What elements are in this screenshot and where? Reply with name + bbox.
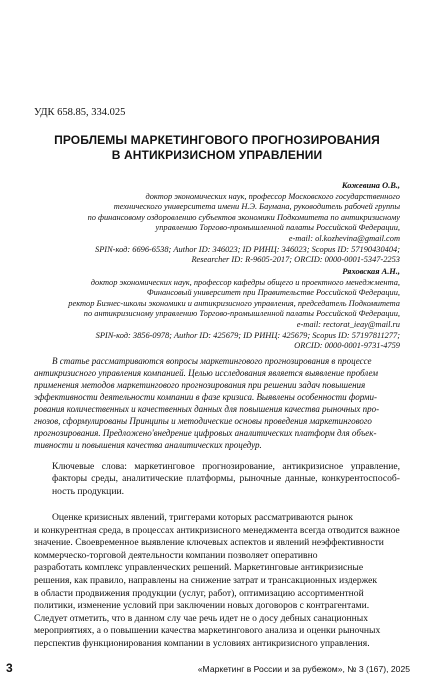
author-email: e-mail: rectorat_ieay@mail.ru [296,319,400,329]
author-info-line: Финансовый университет при Правительстве Российской Федерации, [146,288,400,298]
body-line: в области продвижения продукции (услуг, работ), оптимизацию ассортиментной [34,587,364,599]
keywords-text: Ключевые слова: маркетинговое прогнозирование, антикризисное управление, факторы среды, аналитические платформы, рыночные данные, конкурентоспособ-ность продукции. [52,461,400,497]
author-email: e-mail: ol.kozhevina@gmail.com [288,233,400,243]
author-ids: SPIN-код: 3856-0978; Author ID: 425679; ID РИНЦ: 425679; Scopus ID: 57197811277; [95,330,400,340]
body-line: Оценке кризисных явлений, триггерами которых рассматриваются рынок [52,512,353,523]
abstract-line: применения методов маркетингового прогнозирования при решении задач повышения [34,380,366,390]
abstract-line: гнозов, сформулированы Принципы и методические основы проведения маркетингового [34,416,372,426]
author-ids: Researcher ID: R-9605-2017; ORCID: 0000-0001-5347-2253 [191,255,400,265]
author-name: Ряховская А.Н., [342,267,400,276]
udk-code: УДК 658.85, 334.025 [34,107,126,118]
body-line: мероприятиях, а о повышении качества маркетингового анализа и оценки рыночных [34,625,381,637]
author-block-2 [34,267,400,352]
author-ids: SPIN-код: 6696-6538; Author ID: 346023; ID РИНЦ: 346023; Scopus ID: 57190430404; [95,244,400,254]
abstract-line: прогнозирования. Предложено'внедрение цифровых аналитических платформ для объек- [34,428,377,438]
abstract-line: эффективности деятельности компании в фазе кризиса. Выявлены особенности форми- [34,392,377,402]
title-line: ПРОБЛЕМЫ МАРКЕТИНГОВОГО ПРОГНОЗИРОВАНИЯ [54,133,380,147]
journal-citation: «Маркетинг в России и за рубежом», № 3 (167), 2025 [197,664,410,674]
page-number: 3 [6,661,13,675]
author-info-line: по антикризисному управлению Торгово-промышленной палаты Российской Федерации, [83,309,400,319]
author-info-line: доктор экономических наук, профессор Московского государственного [145,191,400,201]
abstract-line: В статье рассматриваются вопросы маркетингового прогнозирования в процессе [52,356,372,366]
body-line: и конкурентная среда, в процессах антикризисного менеджмента всегда отводится важное [34,524,400,536]
author-info-line: доктор экономических наук, профессор кафедры общего и проектного менеджмента, [90,277,400,287]
page-footer [0,660,434,682]
body-line: Следует отметить, что в данном слу чае речь идет не о досу дебных санационных [34,612,368,624]
abstract [34,355,400,451]
author-ids: ORCID: 0000-0001-9731-4759 [294,341,400,351]
author-info-line: ректор Бизнес-школы экономики и антикризисного управления, председатель Подкомитета [68,298,400,308]
body-line: решения, как правило, направлены на снижение затрат и трансакционных издержек [34,574,378,586]
article-body [34,512,400,651]
author-info-line: по финансовому оздоровлению субъектов экономики Подкомитета по антикризисному [87,212,400,222]
body-line: разработать комплекс управленческих решений. Маркетинговые антикризисные [34,562,364,574]
body-line: политики, изменение условий при заключении новых договоров с контрагентами. [34,600,370,612]
author-info-line: управлению Торгово-промышленной палаты Российской Федерации, [155,223,400,233]
author-info-line: технического университета имени Н.Э. Баумана, руководитель рабочей группы [113,202,400,212]
body-line: перспектив функционирования компании в условиях антикризисного управления. [34,637,370,649]
author-name: Кожевина О.В., [341,181,400,190]
body-line: значение. Своевременное выявление ключевых аспектов и явлений неэффективности [34,537,384,549]
abstract-line: антикризисного управления компанией. Целью исследования является выявление проблем [34,368,378,378]
author-block-1 [34,181,400,266]
title-line: В АНТИКРИЗИСНОМ УПРАВЛЕНИИ [111,148,323,162]
body-line: коммерческо-торговой деятельности компании позволяет оперативно [34,549,318,561]
article-title [34,133,400,163]
abstract-line: тивности и повышения качества аналитических процедур. [34,440,262,450]
abstract-line: рования количественных и качественных данных для повышения качества рыночных про- [34,404,380,414]
keywords [34,461,400,498]
